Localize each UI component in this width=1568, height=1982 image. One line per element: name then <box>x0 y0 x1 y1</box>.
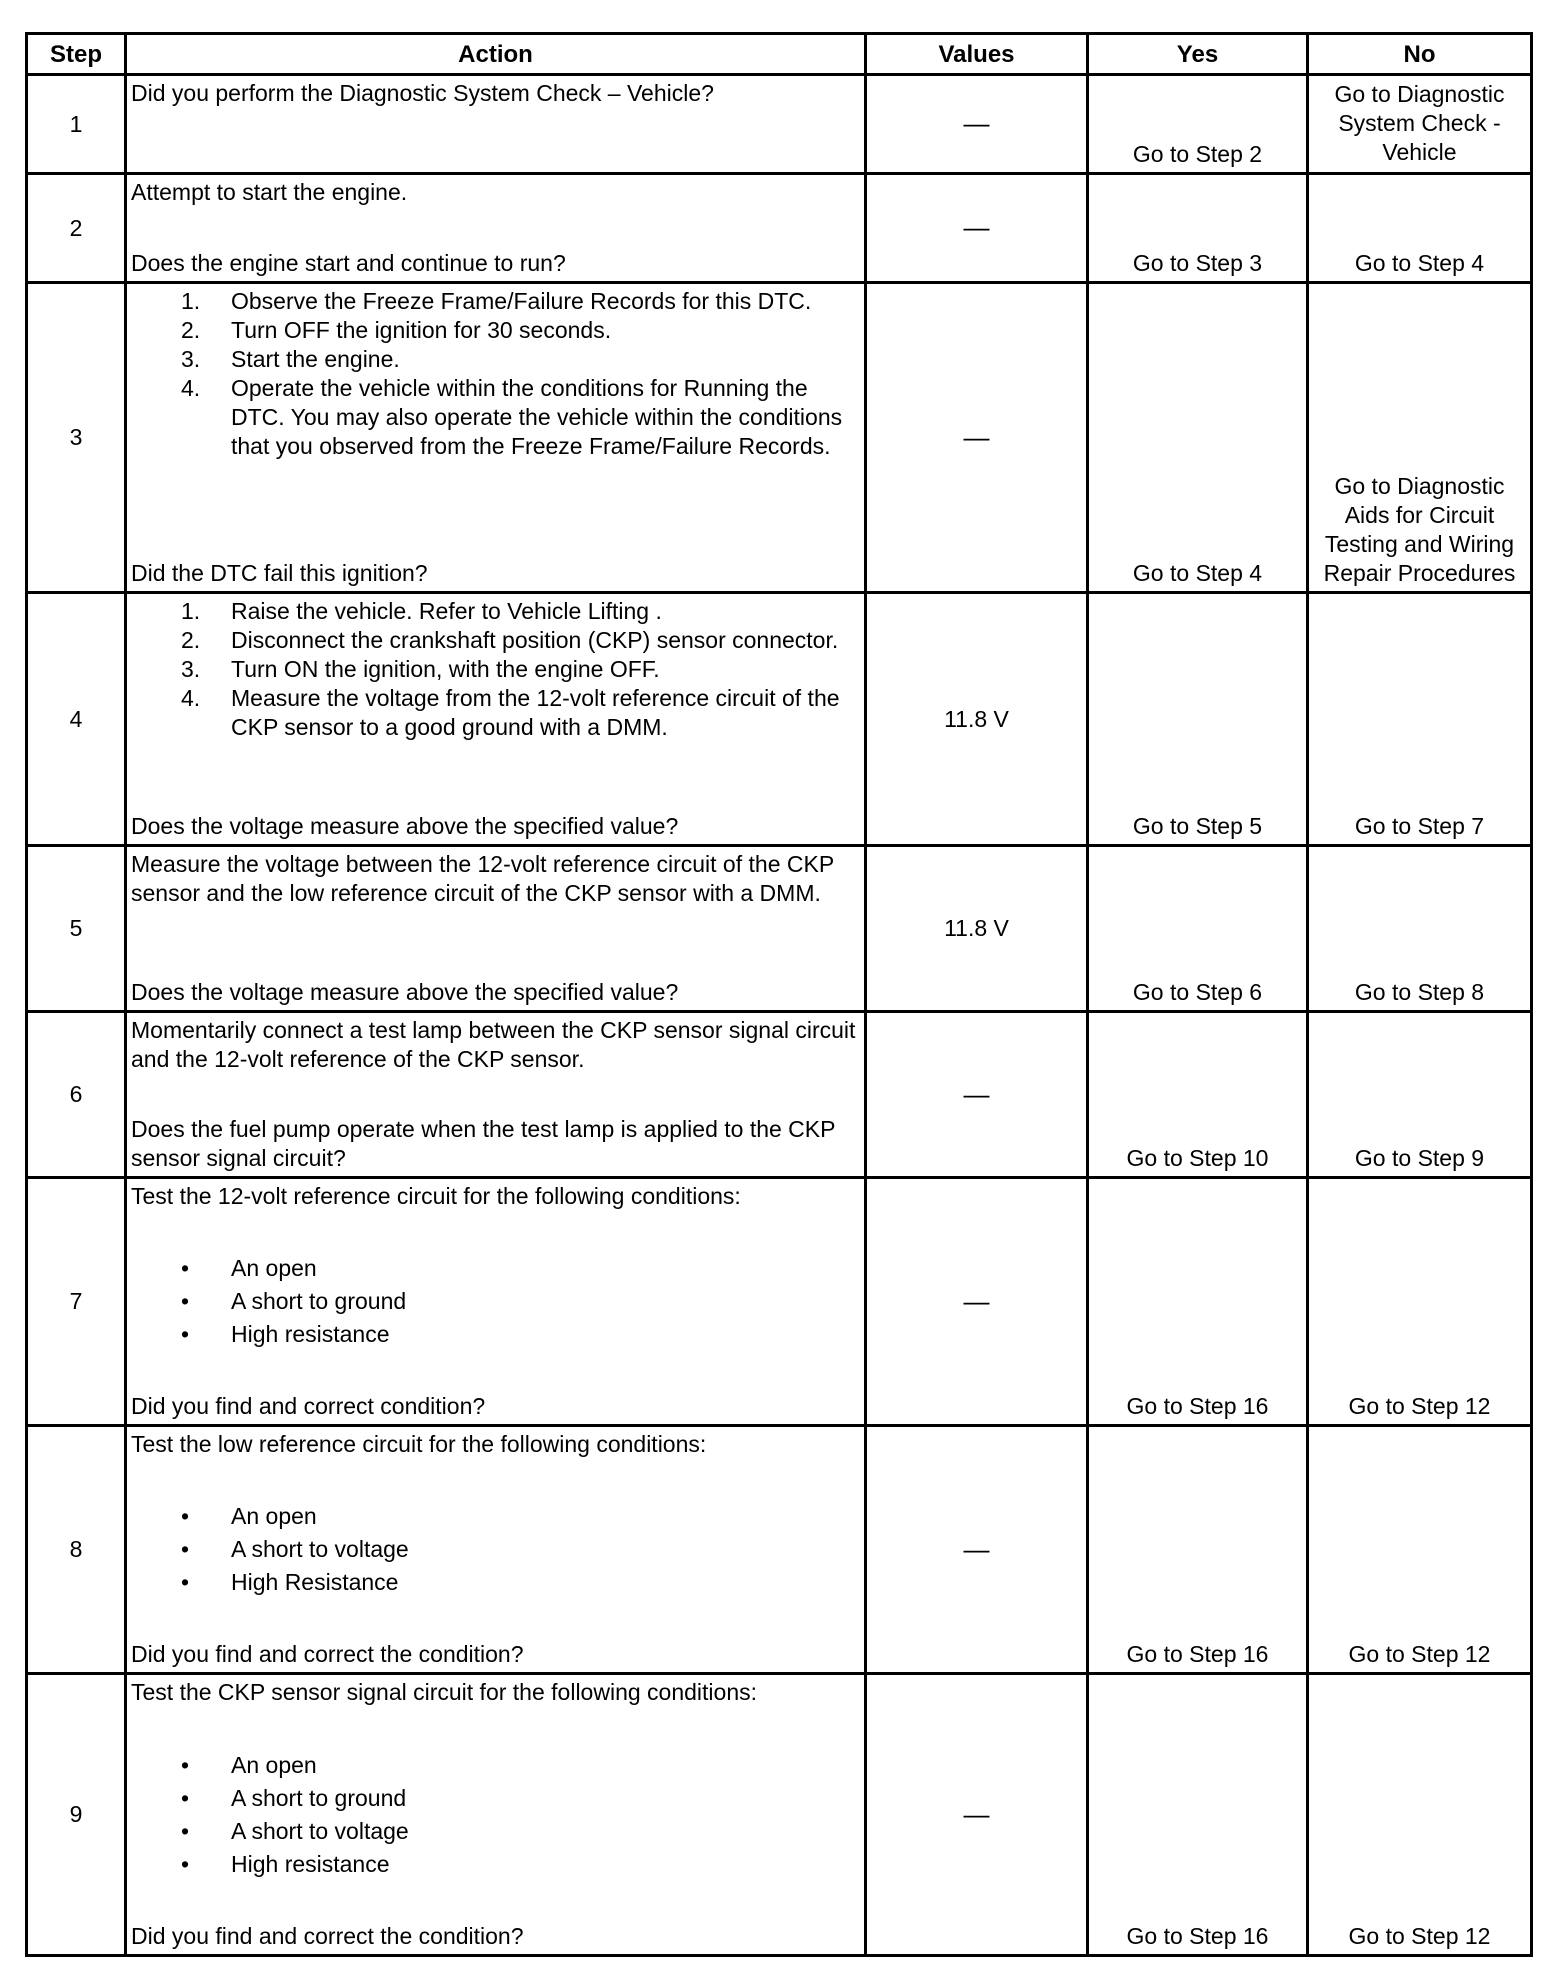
list-item: Raise the vehicle. Refer to Vehicle Lifting . <box>231 598 662 624</box>
action-cell <box>126 1674 866 1956</box>
action-question: Does the fuel pump operate when the test lamp is applied to the CKP sensor signal circuit? <box>131 1116 836 1171</box>
action-question: Does the engine start and continue to run? <box>131 250 566 276</box>
values-cell <box>866 174 1088 283</box>
yes-cell: Go to Step 2 <box>1088 75 1308 174</box>
list-item: • A short to voltage <box>231 1815 860 1848</box>
yes-cell: Go to Step 5 <box>1088 593 1308 846</box>
yes-cell: Go to Step 16 <box>1088 1426 1308 1674</box>
yes-cell: Go to Step 4 <box>1088 283 1308 593</box>
step-number: 8 <box>27 1426 126 1674</box>
header-row <box>27 34 1532 75</box>
list-item: • A short to ground <box>231 1285 860 1318</box>
yes-cell: Go to Step 10 <box>1088 1012 1308 1178</box>
action-cell <box>126 1012 866 1178</box>
list-item: • A short to ground <box>231 1782 860 1815</box>
action-cell <box>126 174 866 283</box>
values-cell <box>866 1012 1088 1178</box>
value-text: — <box>963 421 990 452</box>
action-question: Did you find and correct the condition? <box>131 1923 524 1949</box>
action-cell <box>126 1178 866 1426</box>
list-item: • High Resistance <box>231 1566 860 1599</box>
list-item: • A short to voltage <box>231 1533 860 1566</box>
values-cell <box>866 1178 1088 1426</box>
action-text: Test the low reference circuit for the following conditions: <box>131 1431 707 1457</box>
numbered-list <box>131 597 860 742</box>
action-question: Does the voltage measure above the specified value? <box>131 979 679 1005</box>
header-yes: Yes <box>1088 34 1308 75</box>
no-cell: Go to Step 12 <box>1308 1426 1532 1674</box>
table-row <box>27 593 1532 846</box>
header-action: Action <box>126 34 866 75</box>
diagnostic-table <box>25 32 1533 1957</box>
yes-cell: Go to Step 16 <box>1088 1674 1308 1956</box>
step-number: 5 <box>27 846 126 1012</box>
header-no: No <box>1308 34 1532 75</box>
no-cell: Go to Diagnostic Aids for Circuit Testing and Wiring Repair Procedures <box>1308 283 1532 593</box>
value-text: — <box>963 1078 990 1109</box>
step-number: 6 <box>27 1012 126 1178</box>
step-number: 7 <box>27 1178 126 1426</box>
list-item: • High resistance <box>231 1848 860 1881</box>
values-cell <box>866 75 1088 174</box>
value-text: 11.8 V <box>944 705 1009 732</box>
value-text: — <box>963 1285 990 1316</box>
no-cell: Go to Step 4 <box>1308 174 1532 283</box>
value-text: — <box>963 108 990 138</box>
values-cell <box>866 846 1088 1012</box>
table-row <box>27 75 1532 174</box>
list-item: Observe the Freeze Frame/Failure Records for this DTC. <box>231 288 812 314</box>
step-number: 1 <box>27 75 126 174</box>
no-cell: Go to Step 9 <box>1308 1012 1532 1178</box>
no-cell: Go to Diagnostic System Check - Vehicle <box>1308 75 1532 174</box>
bullet-list <box>131 1749 860 1881</box>
no-cell: Go to Step 12 <box>1308 1674 1532 1956</box>
table-row <box>27 1012 1532 1178</box>
step-number: 4 <box>27 593 126 846</box>
yes-cell: Go to Step 16 <box>1088 1178 1308 1426</box>
yes-cell: Go to Step 6 <box>1088 846 1308 1012</box>
value-text: — <box>963 212 990 242</box>
list-item: Measure the voltage from the 12-volt reference circuit of the CKP sensor to a good ground with a DMM. <box>231 685 840 740</box>
step-number: 2 <box>27 174 126 283</box>
list-item: • An open <box>231 1749 860 1782</box>
values-cell <box>866 1674 1088 1956</box>
numbered-list <box>131 287 860 461</box>
values-cell <box>866 1426 1088 1674</box>
action-text: Measure the voltage between the 12-volt reference circuit of the CKP sensor and the low reference circuit of the CKP sensor with a DMM. <box>131 851 834 906</box>
header-step: Step <box>27 34 126 75</box>
table-row <box>27 1178 1532 1426</box>
no-cell: Go to Step 12 <box>1308 1178 1532 1426</box>
header-values: Values <box>866 34 1088 75</box>
list-item: Turn OFF the ignition for 30 seconds. <box>231 317 612 343</box>
action-question: Did you find and correct the condition? <box>131 1641 524 1667</box>
table-row <box>27 1426 1532 1674</box>
table-row <box>27 846 1532 1012</box>
values-cell <box>866 593 1088 846</box>
bullet-list <box>131 1252 860 1351</box>
bullet-list <box>131 1500 860 1599</box>
action-cell <box>126 75 866 174</box>
table-row <box>27 1674 1532 1956</box>
list-item: Start the engine. <box>231 346 400 372</box>
table-row <box>27 283 1532 593</box>
no-cell: Go to Step 8 <box>1308 846 1532 1012</box>
action-cell <box>126 1426 866 1674</box>
list-item: • An open <box>231 1252 860 1285</box>
action-question: Did the DTC fail this ignition? <box>131 560 428 586</box>
action-question: Did you find and correct condition? <box>131 1393 486 1419</box>
action-cell <box>126 846 866 1012</box>
list-item: • An open <box>231 1500 860 1533</box>
no-cell: Go to Step 7 <box>1308 593 1532 846</box>
yes-cell: Go to Step 3 <box>1088 174 1308 283</box>
action-text: Test the CKP sensor signal circuit for the following conditions: <box>131 1679 757 1705</box>
value-text: — <box>963 1798 990 1829</box>
action-text: Momentarily connect a test lamp between the CKP sensor signal circuit and the 12-volt reference of the CKP sensor. <box>131 1017 856 1072</box>
action-cell <box>126 593 866 846</box>
action-text: Test the 12-volt reference circuit for the following conditions: <box>131 1183 741 1209</box>
step-number: 9 <box>27 1674 126 1956</box>
list-item: Disconnect the crankshaft position (CKP) sensor connector. <box>231 627 839 653</box>
action-question: Does the voltage measure above the specified value? <box>131 813 679 839</box>
action-text: Attempt to start the engine. <box>131 179 408 205</box>
list-item: Operate the vehicle within the conditions for Running the DTC. You may also operate the vehicle within the conditions that you observed from the Freeze Frame/Failure Records. <box>231 375 843 459</box>
step-number: 3 <box>27 283 126 593</box>
action-text: Did you perform the Diagnostic System Check – Vehicle? <box>131 80 714 106</box>
list-item: • High resistance <box>231 1318 860 1351</box>
value-text: — <box>963 1533 990 1564</box>
values-cell <box>866 283 1088 593</box>
table-row <box>27 174 1532 283</box>
action-cell <box>126 283 866 593</box>
list-item: Turn ON the ignition, with the engine OFF. <box>231 656 660 682</box>
value-text: 11.8 V <box>944 915 1009 941</box>
